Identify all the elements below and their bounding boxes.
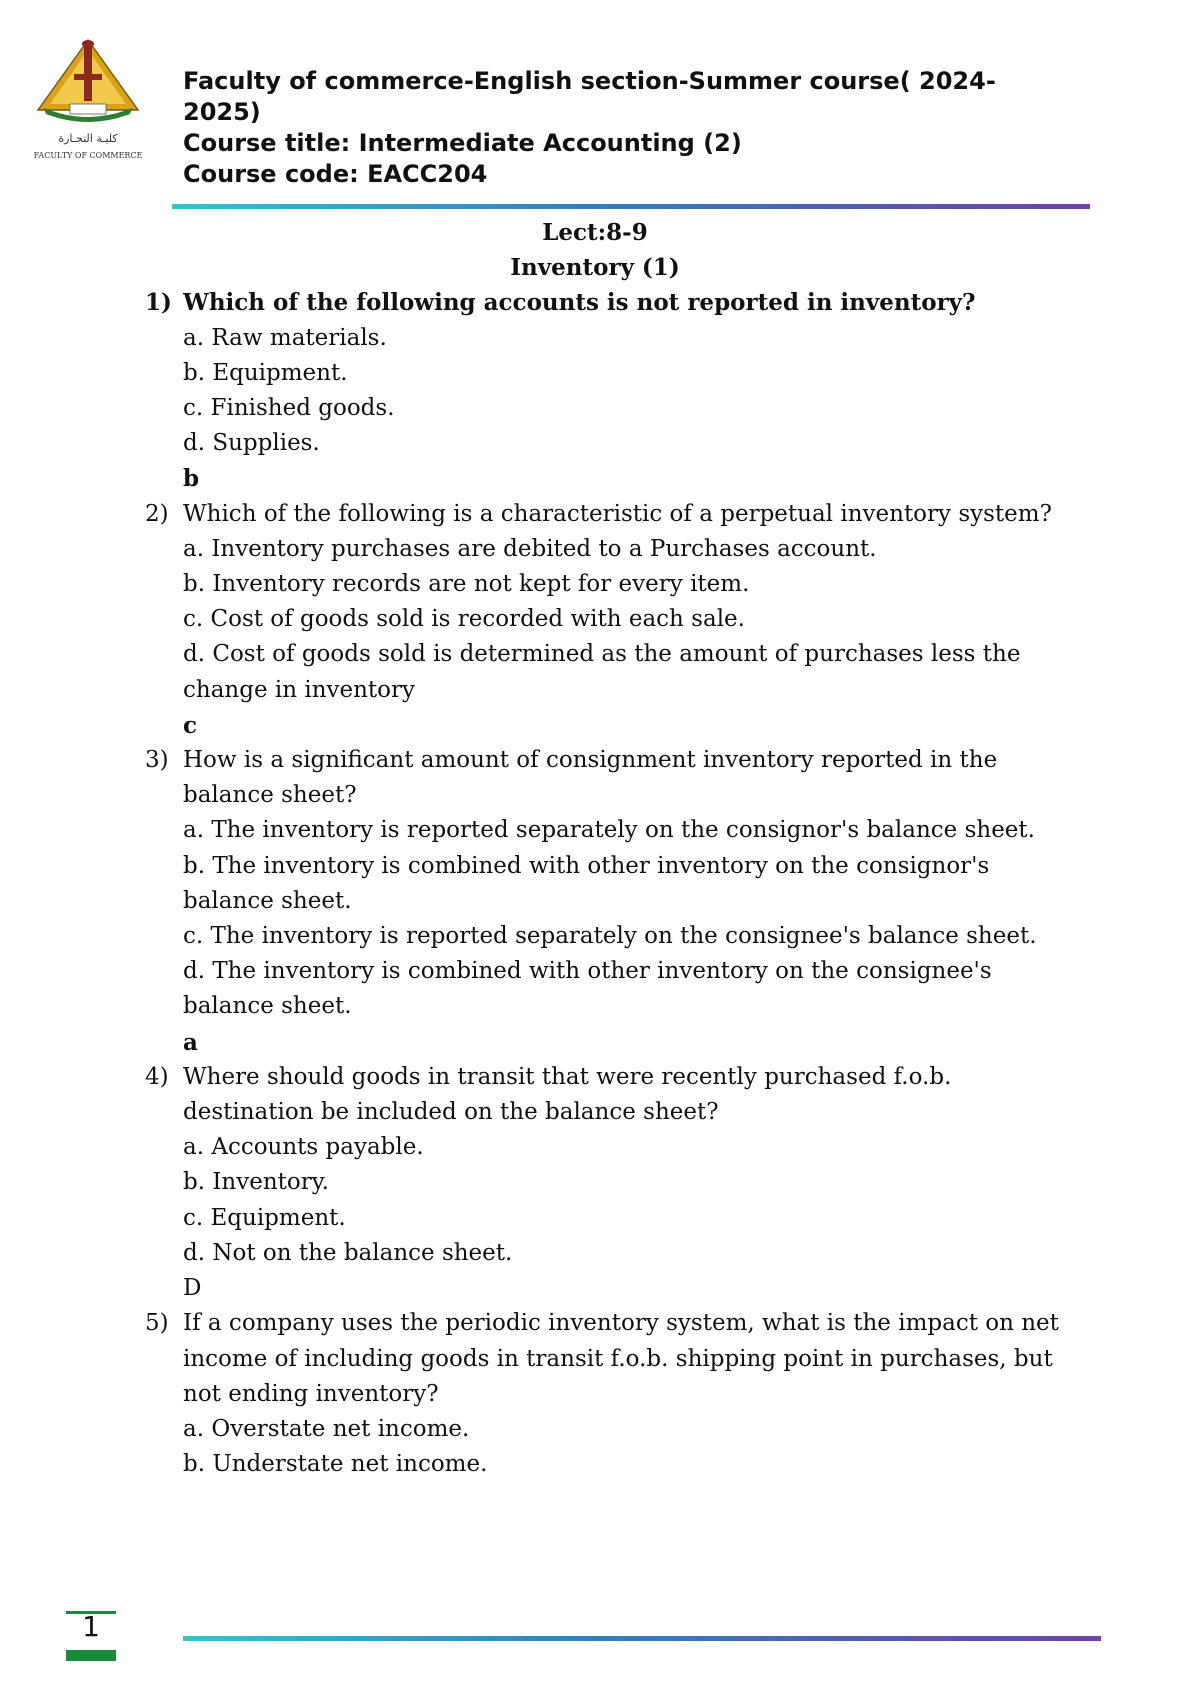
page-number-bottom-bar: [66, 1650, 116, 1661]
answer-key: D: [183, 1275, 202, 1302]
option-item: d. The inventory is combined with other inventory on the consignee's balance sheet.: [183, 958, 992, 1020]
option-item: b. The inventory is combined with other inventory on the consignor's balance sheet.: [183, 852, 990, 914]
question-number: 2): [145, 500, 169, 527]
question-number: 4): [145, 1063, 169, 1090]
header-course-title: Course title: Intermediate Accounting (2): [183, 129, 742, 157]
question-text: How is a significant amount of consignment inventory reported in the balance sheet?: [183, 747, 998, 809]
header-faculty-line: Faculty of commerce-English section-Summer course( 2024-: [183, 67, 996, 95]
option-item: b. Equipment.: [183, 359, 348, 386]
option-item: c. Equipment.: [183, 1204, 346, 1231]
document-header: [183, 66, 1023, 190]
option-item: d. Not on the balance sheet.: [183, 1239, 513, 1266]
logo-arabic-text: كليـة التجـارة: [58, 132, 118, 145]
option-item: d. Supplies.: [183, 430, 320, 457]
header-year-line: 2025): [183, 98, 261, 126]
option-item: b. Understate net income.: [183, 1451, 488, 1478]
question-text: Which of the following is a characteristic of a perpetual inventory system?: [183, 500, 1052, 527]
header-course-code: Course code: EACC204: [183, 160, 488, 188]
footer-divider: [183, 1636, 1101, 1641]
option-item: c. Cost of goods sold is recorded with each sale.: [183, 606, 745, 633]
option-item: a. Inventory purchases are debited to a Purchases account.: [183, 535, 877, 562]
option-item: c. Finished goods.: [183, 395, 395, 422]
lecture-subtitle: Inventory (1): [510, 254, 680, 282]
option-item: a. Raw materials.: [183, 324, 387, 351]
option-item: b. Inventory records are not kept for every item.: [183, 571, 750, 598]
option-item: a. Accounts payable.: [183, 1134, 424, 1161]
option-item: b. Inventory.: [183, 1169, 329, 1196]
option-item: a. Overstate net income.: [183, 1415, 470, 1442]
option-item: a. The inventory is reported separately on the consignor's balance sheet.: [183, 817, 1035, 844]
lecture-title: Lect:8-9: [542, 219, 648, 246]
question-text: If a company uses the periodic inventory system, what is the impact on net income of including goods in transit f.o.b. shipping point in purchases, but not ending inventory?: [183, 1310, 1059, 1407]
question-number: 1): [145, 289, 172, 317]
question-item: [130, 743, 1060, 813]
option-item: c. The inventory is reported separately on the consignee's balance sheet.: [183, 923, 1037, 950]
faculty-logo: [30, 34, 160, 164]
answer-key: c: [183, 711, 198, 739]
question-number: 3): [145, 747, 169, 774]
page-number: 1: [82, 1610, 100, 1643]
answer-key: b: [183, 465, 200, 493]
question-item: [130, 497, 1060, 532]
answer-key: a: [183, 1028, 198, 1056]
question-text: Where should goods in transit that were recently purchased f.o.b. destination be included on the balance sheet?: [183, 1063, 952, 1126]
header-divider: [172, 204, 1090, 209]
logo-english-text: FACULTY OF COMMERCE: [33, 151, 143, 160]
option-item: d. Cost of goods sold is determined as the amount of purchases less the change in inventory: [183, 641, 1021, 703]
question-item: [130, 1306, 1060, 1412]
question-text: Which of the following accounts is not reported in inventory?: [183, 289, 976, 317]
question-item: [130, 1060, 1060, 1130]
document-content: [130, 215, 1060, 1482]
question-item: [130, 285, 1060, 320]
question-number: 5): [145, 1310, 169, 1337]
